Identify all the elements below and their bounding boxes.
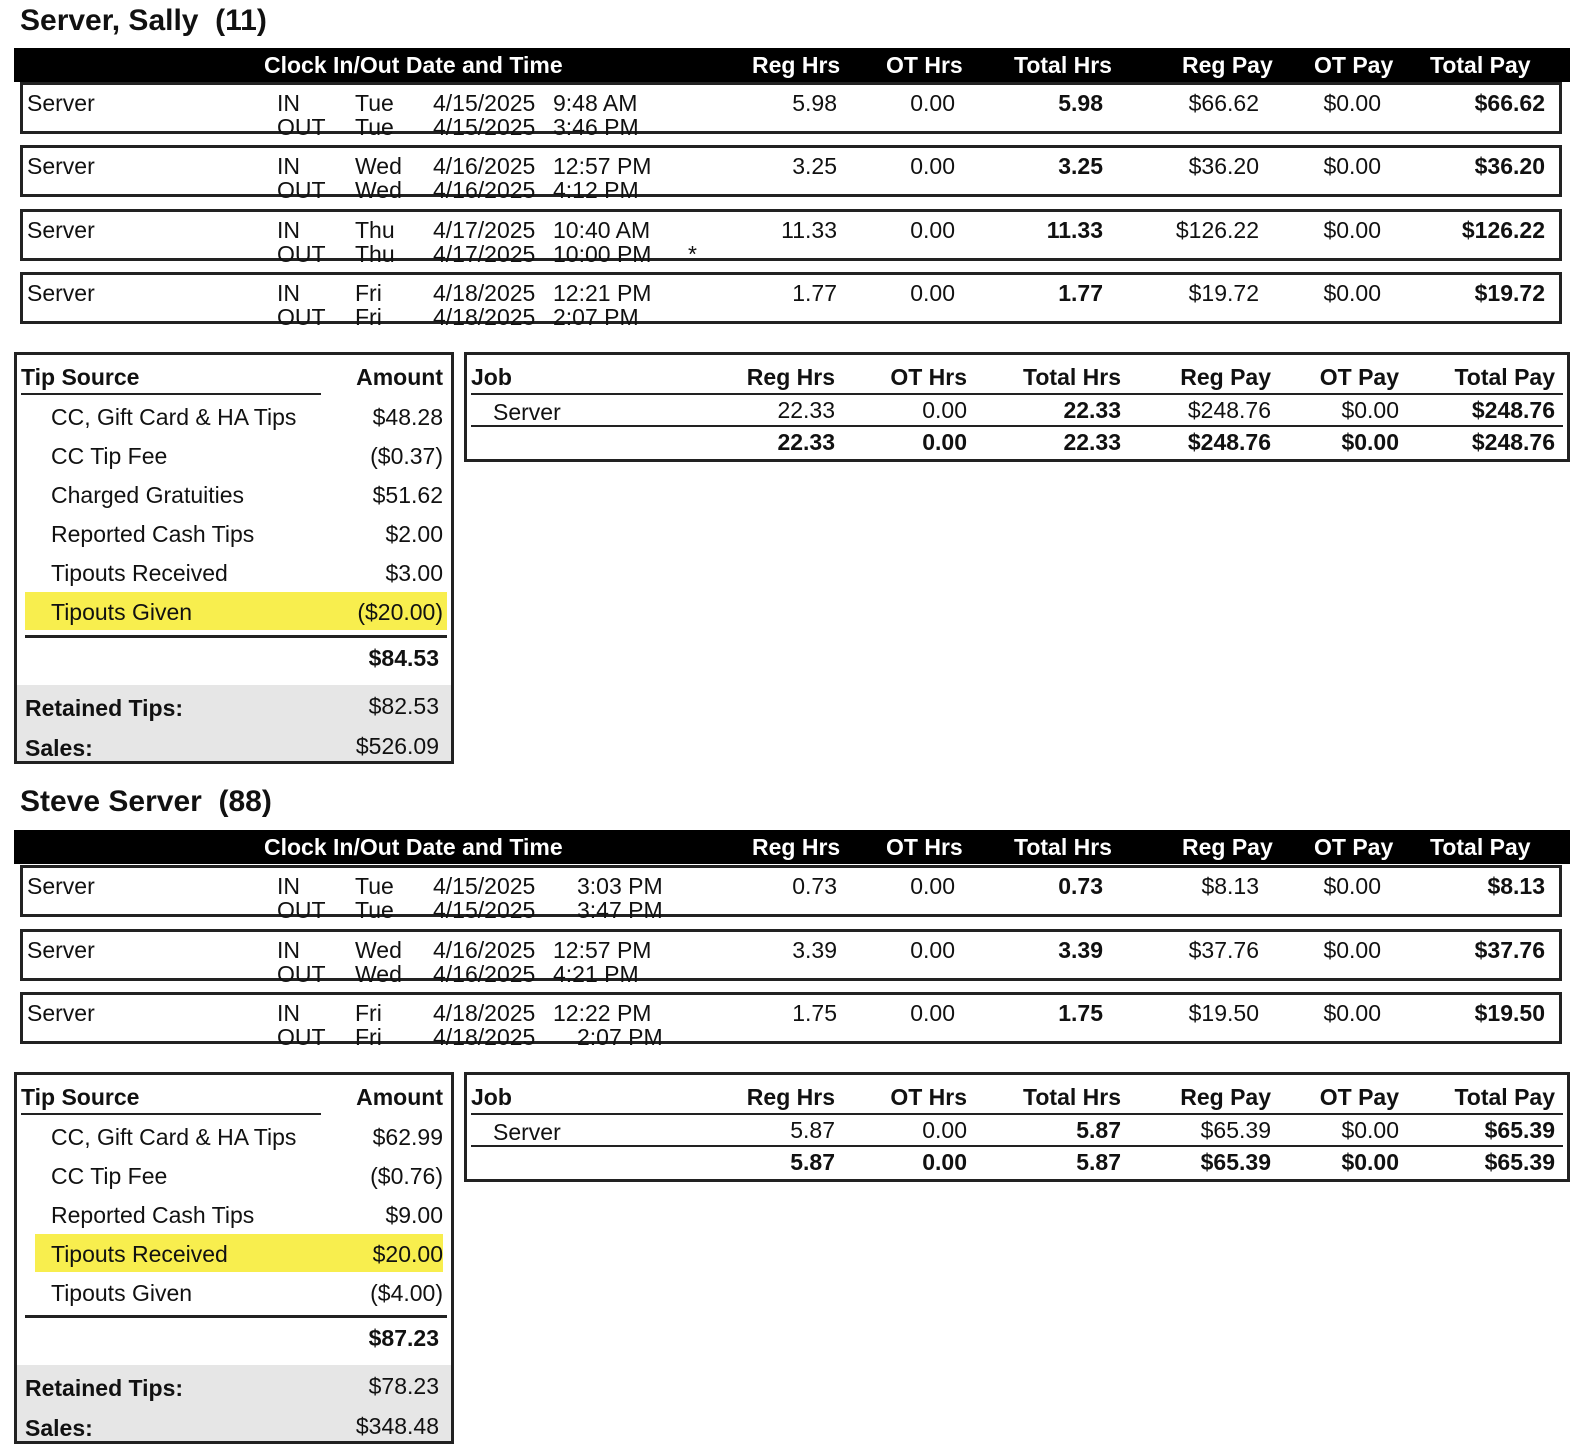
tip-amount: ($20.00) [357, 599, 443, 625]
tip-row-highlighted [25, 592, 447, 630]
total-total-hrs: 22.33 [1063, 429, 1121, 455]
col-ot-hrs: OT Hrs [890, 364, 967, 390]
job-total-rule [471, 425, 1563, 427]
amount-header: Amount [356, 1084, 443, 1110]
tip-label: Tipouts Received [51, 1241, 228, 1267]
col-total-pay: Total Pay [1430, 834, 1531, 860]
col-ot-hrs: OT Hrs [886, 52, 963, 78]
out-day: Wed [355, 177, 402, 203]
employee-title [20, 4, 267, 38]
total-ot-pay: $0.00 [1341, 1149, 1399, 1175]
shift-row [20, 929, 1562, 987]
ot-pay: $0.00 [1323, 873, 1381, 899]
in-day: Fri [355, 1000, 382, 1026]
tip-label: Reported Cash Tips [51, 521, 255, 547]
out-label: OUT [277, 177, 326, 203]
job-ot-pay: $0.00 [1341, 397, 1399, 423]
retained-label: Retained Tips: [25, 695, 184, 721]
job-summary-box [464, 352, 1570, 462]
tip-amount: $2.00 [385, 521, 443, 547]
reg-hrs: 3.39 [792, 937, 837, 963]
employee-id: (11) [215, 4, 267, 37]
shift-row [20, 209, 1562, 267]
total-pay: $8.13 [1487, 873, 1545, 899]
shift-job: Server [27, 280, 95, 306]
shift-row [20, 272, 1562, 330]
total-hrs: 5.98 [1058, 90, 1103, 116]
in-date: 4/18/2025 [433, 1000, 536, 1026]
retained-value: $78.23 [368, 1373, 439, 1399]
out-time: 10:00 PM [553, 241, 652, 267]
total-pay: $126.22 [1461, 217, 1545, 243]
col-total-pay: Total Pay [1454, 364, 1555, 390]
col-total-hrs: Total Hrs [1023, 1084, 1121, 1110]
total-reg-hrs: 22.33 [777, 429, 835, 455]
total-reg-hrs: 5.87 [790, 1149, 835, 1175]
tip-row [17, 475, 451, 513]
total-hrs: 1.77 [1058, 280, 1103, 306]
out-label: OUT [277, 897, 326, 923]
col-clock: Clock In/Out Date and Time [264, 834, 563, 860]
job-header: Job [471, 364, 512, 390]
tip-amount: $9.00 [385, 1202, 443, 1228]
col-ot-pay: OT Pay [1314, 52, 1394, 78]
summary-band [17, 685, 451, 761]
in-date: 4/15/2025 [433, 873, 536, 899]
job-total-hrs: 5.87 [1076, 1117, 1121, 1143]
in-time: 10:40 AM [553, 217, 651, 243]
reg-pay: $36.20 [1188, 153, 1259, 179]
ot-pay: $0.00 [1323, 90, 1381, 116]
employee-name: Server, Sally [20, 4, 199, 37]
job-name: Server [493, 1119, 561, 1145]
out-date: 4/16/2025 [433, 177, 536, 203]
out-day: Thu [355, 241, 395, 267]
out-label: OUT [277, 114, 326, 140]
job-reg-pay: $248.76 [1187, 397, 1271, 423]
shift-header-bar [14, 48, 1570, 82]
amount-header: Amount [356, 364, 443, 390]
total-hrs: 11.33 [1046, 217, 1103, 243]
tip-label: CC, Gift Card & HA Tips [51, 1124, 297, 1150]
header-underline [21, 393, 321, 395]
job-ot-hrs: 0.00 [922, 397, 967, 423]
tip-source-box [14, 352, 454, 764]
tip-amount: $20.00 [372, 1241, 443, 1267]
tip-amount: $48.28 [372, 404, 443, 430]
col-reg-pay: Reg Pay [1182, 52, 1273, 78]
retained-label: Retained Tips: [25, 1375, 184, 1401]
job-reg-hrs: 22.33 [777, 397, 835, 423]
ot-hrs: 0.00 [910, 217, 955, 243]
reg-pay: $19.72 [1188, 280, 1259, 306]
tip-row [17, 514, 451, 552]
ot-pay: $0.00 [1323, 280, 1381, 306]
reg-pay: $37.76 [1188, 937, 1259, 963]
summary-band [17, 1365, 451, 1441]
in-time: 3:03 PM [577, 873, 663, 899]
col-reg-pay: Reg Pay [1182, 834, 1273, 860]
tip-row [17, 1273, 451, 1311]
in-day: Wed [355, 937, 402, 963]
total-ot-hrs: 0.00 [922, 429, 967, 455]
tip-label: Tipouts Given [51, 599, 193, 625]
reg-pay: $19.50 [1188, 1000, 1259, 1026]
reg-hrs: 1.75 [792, 1000, 837, 1026]
out-label: OUT [277, 961, 326, 987]
reg-hrs: 11.33 [781, 217, 837, 243]
tip-row [17, 397, 451, 435]
out-date: 4/18/2025 [433, 304, 536, 330]
tip-label: Tipouts Given [51, 1280, 193, 1306]
employee-title [20, 785, 272, 819]
col-ot-hrs: OT Hrs [890, 1084, 967, 1110]
total-pay: $36.20 [1474, 153, 1545, 179]
job-total-rule [471, 1145, 1563, 1147]
in-day: Wed [355, 153, 402, 179]
sales-value: $526.09 [355, 733, 439, 759]
job-reg-hrs: 5.87 [790, 1117, 835, 1143]
total-total-pay: $65.39 [1484, 1149, 1555, 1175]
tip-label: Reported Cash Tips [51, 1202, 255, 1228]
tip-amount: ($4.00) [370, 1280, 443, 1306]
out-day: Tue [355, 114, 394, 140]
in-date: 4/16/2025 [433, 153, 536, 179]
ot-pay: $0.00 [1323, 153, 1381, 179]
reg-hrs: 5.98 [792, 90, 837, 116]
in-day: Tue [355, 873, 394, 899]
total-reg-pay: $248.76 [1187, 429, 1271, 455]
sales-label: Sales: [25, 735, 93, 761]
shift-header-bar [14, 830, 1570, 864]
col-total-hrs: Total Hrs [1023, 364, 1121, 390]
job-total-pay: $248.76 [1471, 397, 1555, 423]
shift-job: Server [27, 217, 95, 243]
in-date: 4/17/2025 [433, 217, 536, 243]
total-hrs: 3.25 [1058, 153, 1103, 179]
in-label: IN [277, 153, 300, 179]
total-hrs: 3.39 [1058, 937, 1103, 963]
tip-label: CC Tip Fee [51, 1163, 168, 1189]
ot-pay: $0.00 [1323, 1000, 1381, 1026]
shift-job: Server [27, 90, 95, 116]
tip-amount: ($0.37) [370, 443, 443, 469]
total-total-hrs: 5.87 [1076, 1149, 1121, 1175]
out-time: 2:07 PM [577, 1024, 663, 1050]
total-pay: $66.62 [1474, 90, 1545, 116]
col-total-hrs: Total Hrs [1014, 52, 1112, 78]
tip-amount: $3.00 [385, 560, 443, 586]
shift-row [20, 82, 1562, 140]
total-ot-hrs: 0.00 [922, 1149, 967, 1175]
job-total-pay: $65.39 [1484, 1117, 1555, 1143]
col-reg-hrs: Reg Hrs [752, 52, 841, 78]
col-reg-pay: Reg Pay [1180, 364, 1271, 390]
out-time: 2:07 PM [553, 304, 639, 330]
job-summary-box [464, 1072, 1570, 1182]
tip-label: Tipouts Received [51, 560, 228, 586]
col-reg-hrs: Reg Hrs [746, 364, 835, 390]
shift-row [20, 145, 1562, 203]
ot-hrs: 0.00 [910, 873, 955, 899]
out-day: Fri [355, 304, 382, 330]
ot-hrs: 0.00 [910, 90, 955, 116]
out-day: Tue [355, 897, 394, 923]
col-total-pay: Total Pay [1430, 52, 1531, 78]
in-time: 12:57 PM [553, 937, 652, 963]
in-time: 9:48 AM [553, 90, 638, 116]
out-date: 4/15/2025 [433, 897, 536, 923]
reg-pay: $8.13 [1201, 873, 1259, 899]
out-date: 4/16/2025 [433, 961, 536, 987]
col-ot-pay: OT Pay [1314, 834, 1394, 860]
tip-label: Charged Gratuities [51, 482, 245, 508]
job-header-rule [471, 393, 1563, 395]
job-ot-hrs: 0.00 [922, 1117, 967, 1143]
tip-source-box [14, 1072, 454, 1444]
reg-pay: $66.62 [1188, 90, 1259, 116]
out-day: Wed [355, 961, 402, 987]
shift-job: Server [27, 873, 95, 899]
header-underline [21, 1113, 321, 1115]
tip-source-header: Tip Source [21, 1084, 140, 1110]
in-date: 4/18/2025 [433, 280, 536, 306]
out-time: 4:12 PM [553, 177, 639, 203]
col-reg-pay: Reg Pay [1180, 1084, 1271, 1110]
total-total-pay: $248.76 [1471, 429, 1555, 455]
total-hrs: 0.73 [1058, 873, 1103, 899]
shift-row [20, 865, 1562, 923]
in-time: 12:57 PM [553, 153, 652, 179]
in-label: IN [277, 280, 300, 306]
out-label: OUT [277, 1024, 326, 1050]
shift-job: Server [27, 937, 95, 963]
tip-source-header: Tip Source [21, 364, 140, 390]
out-date: 4/15/2025 [433, 114, 536, 140]
in-date: 4/16/2025 [433, 937, 536, 963]
out-label: OUT [277, 241, 326, 267]
total-pay: $19.72 [1474, 280, 1545, 306]
in-day: Thu [355, 217, 395, 243]
out-date: 4/18/2025 [433, 1024, 536, 1050]
in-time: 12:22 PM [553, 1000, 652, 1026]
total-ot-pay: $0.00 [1341, 429, 1399, 455]
out-label: OUT [277, 304, 326, 330]
out-date: 4/17/2025 [433, 241, 536, 267]
col-reg-hrs: Reg Hrs [746, 1084, 835, 1110]
in-label: IN [277, 1000, 300, 1026]
tip-row [17, 1195, 451, 1233]
job-total-hrs: 22.33 [1063, 397, 1121, 423]
shift-flag: * [688, 241, 697, 267]
shift-job: Server [27, 153, 95, 179]
reg-hrs: 1.77 [792, 280, 837, 306]
sales-value: $348.48 [355, 1413, 439, 1439]
ot-hrs: 0.00 [910, 937, 955, 963]
employee-name: Steve Server [20, 785, 202, 818]
total-hrs: 1.75 [1058, 1000, 1103, 1026]
tip-label: CC, Gift Card & HA Tips [51, 404, 297, 430]
ot-hrs: 0.00 [910, 153, 955, 179]
in-day: Fri [355, 280, 382, 306]
out-time: 4:21 PM [553, 961, 639, 987]
out-time: 3:46 PM [553, 114, 639, 140]
reg-hrs: 0.73 [792, 873, 837, 899]
out-day: Fri [355, 1024, 382, 1050]
shift-job: Server [27, 1000, 95, 1026]
in-time: 12:21 PM [553, 280, 652, 306]
job-name: Server [493, 399, 561, 425]
tip-row-highlighted [35, 1234, 443, 1272]
tip-row [17, 1117, 451, 1155]
ot-pay: $0.00 [1323, 937, 1381, 963]
job-header: Job [471, 1084, 512, 1110]
col-ot-hrs: OT Hrs [886, 834, 963, 860]
job-ot-pay: $0.00 [1341, 1117, 1399, 1143]
retained-value: $82.53 [368, 693, 439, 719]
employee-id: (88) [218, 785, 272, 818]
total-divider [25, 635, 447, 638]
tip-amount: $62.99 [372, 1124, 443, 1150]
col-clock: Clock In/Out Date and Time [264, 52, 563, 78]
tip-row [17, 1156, 451, 1194]
tip-total: $84.53 [368, 645, 439, 671]
total-pay: $37.76 [1474, 937, 1545, 963]
in-label: IN [277, 937, 300, 963]
total-divider [25, 1315, 447, 1318]
ot-pay: $0.00 [1323, 217, 1381, 243]
in-day: Tue [355, 90, 394, 116]
tip-amount: $51.62 [372, 482, 443, 508]
reg-hrs: 3.25 [792, 153, 837, 179]
col-ot-pay: OT Pay [1319, 1084, 1399, 1110]
shift-row [20, 992, 1562, 1050]
tip-amount: ($0.76) [370, 1163, 443, 1189]
col-total-pay: Total Pay [1454, 1084, 1555, 1110]
tip-row [17, 436, 451, 474]
in-label: IN [277, 90, 300, 116]
out-time: 3:47 PM [577, 897, 663, 923]
reg-pay: $126.22 [1175, 217, 1259, 243]
tip-row [17, 553, 451, 591]
col-reg-hrs: Reg Hrs [752, 834, 841, 860]
job-header-rule [471, 1113, 1563, 1115]
ot-hrs: 0.00 [910, 280, 955, 306]
col-total-hrs: Total Hrs [1014, 834, 1112, 860]
tip-label: CC Tip Fee [51, 443, 168, 469]
in-label: IN [277, 873, 300, 899]
sales-label: Sales: [25, 1415, 93, 1441]
in-label: IN [277, 217, 300, 243]
ot-hrs: 0.00 [910, 1000, 955, 1026]
total-pay: $19.50 [1474, 1000, 1545, 1026]
total-reg-pay: $65.39 [1200, 1149, 1271, 1175]
tip-total: $87.23 [368, 1325, 439, 1351]
in-date: 4/15/2025 [433, 90, 536, 116]
job-reg-pay: $65.39 [1200, 1117, 1271, 1143]
col-ot-pay: OT Pay [1319, 364, 1399, 390]
